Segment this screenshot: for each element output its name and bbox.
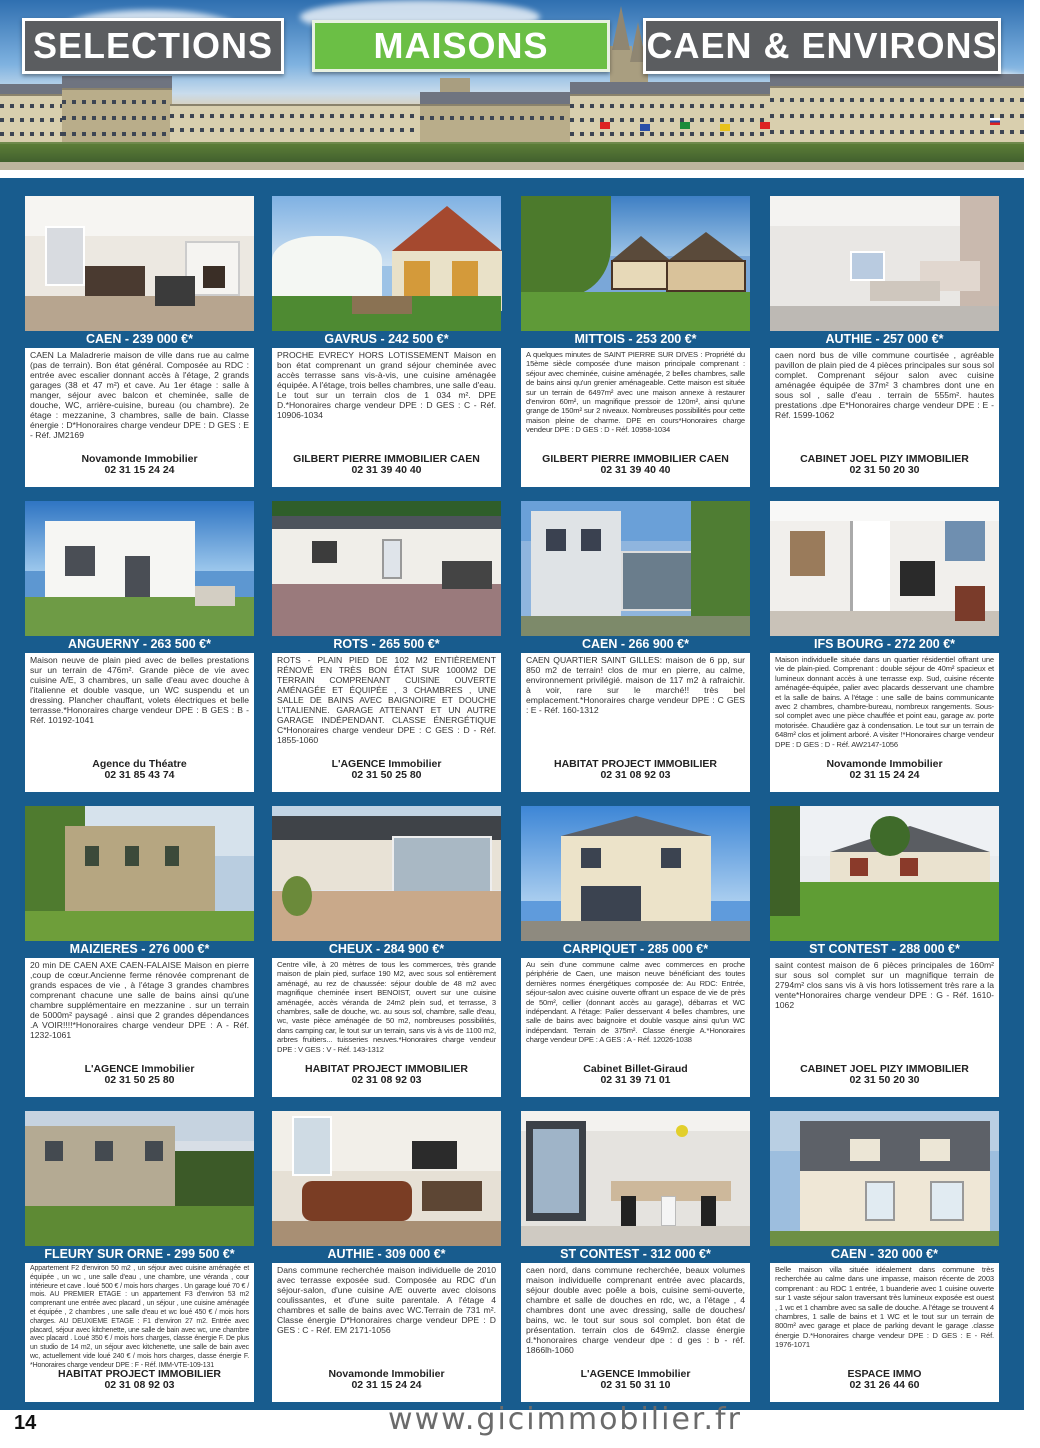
listing-agency (521, 1064, 750, 1086)
agency-name: ESPACE IMMO (847, 1368, 922, 1380)
agency-name: L'AGENCE Immobilier (331, 758, 442, 770)
listing-card[interactable] (272, 806, 501, 1097)
agency-name: Cabinet Billet-Giraud (583, 1063, 688, 1075)
agency-name: CABINET JOEL PIZY IMMOBILIER (800, 453, 969, 465)
listing-title: CAEN - 320 000 €* (770, 1246, 999, 1263)
listing-description: A quelques minutes de SAINT PIERRE SUR DIVES : Propriété du 15ème siècle composée d'une maison principale comprenant : séjour avec cheminée, cuisine aménagée, 2 belles chambres, salle de bains ainsi qu'un grenier aménageable. Cette maison est située sur un terrain de 6497m² avec une maison annexe à restaurer d'environ 60m², un magnifique pressoir de 120m², ainsi qu'une grange de 150m² sur 2 niveaux. Nombreuses possibilités pour cette maison pleine de charme. DPE en cours*Honoraires charge vendeur DPE : D GES : D - Réf. 10958-1034 (526, 350, 745, 435)
listing-title: CHEUX - 284 900 €* (272, 941, 501, 958)
listing-title: CAEN - 239 000 €* (25, 331, 254, 348)
agency-name: Novamonde Immobilier (826, 758, 943, 770)
listing-agency (521, 759, 750, 781)
modern-kitchen-photo (770, 196, 999, 331)
agency-phone: 02 31 26 44 60 (849, 1379, 920, 1391)
house-with-veranda-photo (272, 806, 501, 941)
agency-phone: 02 31 50 31 10 (600, 1379, 671, 1391)
header-maisons-label: MAISONS (312, 20, 610, 72)
listing-description: Centre ville, à 20 mètres de tous les commerces, très grande maison de plain pied, surface 190 M2, avec sous sol entièrement aménagé, au rez de chaussée: séjour double de 48 m2 avec magnifique cheminée insert BENOIST, ouvert sur une cuisine aménagée, accès véranda de 24m2 plein sud, et terrasse, 3 chambres, salle de douche, wc. au sous sol, chambre, salle d'eau, wc, vaste pièce aménagée de 50 m2, nombreuses possibilités, dans camping car, le tout sur un terrain, sans vis à vis de 1100 m2, arbres fruitiers... tuisseries neuves.*Honoraires charge vendeur DPE : V GES : V - Réf. 143-1312 (277, 960, 496, 1054)
agency-name: L'AGENCE Immobilier (84, 1063, 195, 1075)
listing-card[interactable] (770, 196, 999, 487)
listing-title: ST CONTEST - 312 000 €* (521, 1246, 750, 1263)
listings-area (0, 178, 1024, 1410)
listing-card[interactable] (25, 806, 254, 1097)
listing-agency (521, 1369, 750, 1391)
agency-phone: 02 31 50 25 80 (351, 769, 422, 781)
listing-agency (770, 759, 999, 781)
listing-title: CAEN - 266 900 €* (521, 636, 750, 653)
building (770, 86, 1024, 142)
listing-agency (25, 1064, 254, 1086)
villa-dormer-photo (770, 1111, 999, 1246)
listing-description: Appartement F2 d'environ 50 m2 , un séjour avec cuisine aménagée et équipée , un wc , une salle d'eau , une chambre, une véranda , cour intérieure et cave . loué 500 € / mois hors charges . Un garage loué 70 € / mois. AU PREMIER ETAGE : un appartement F3 d'environ 53 m2 comprenant une entrée avec placard , un séjour , une cuisine aménagée et équipée , 2 chambres , une salle d'eau et wc loué 450 € / mois hors charges. AU DEUXIEME ETAGE : F1 d'environ 27 m2. Entrée avec placard, séjour avec kitchenette, une salle de bain avec wc, une chambre avec placard . Loué 350 € / mois hors charges, classe énergie F. De plus un studio de 14 m2, un séjour avec kitchenette, une salle de bain avec wc, actuellement vide loué 240 € / mois hors charges, classe énergie F. *Honoraires charge vendeur DPE : F - Réf. IMM-VTE-109-131 (30, 1265, 249, 1369)
listing-agency (272, 1369, 501, 1391)
agency-phone: 02 31 08 92 03 (104, 1379, 175, 1391)
agency-phone: 02 31 39 40 40 (351, 464, 422, 476)
website-link[interactable]: www.gicimmobilier.fr (388, 1402, 742, 1437)
listing-description: Dans commune recherchée maison individuelle de 2010 avec terrasse exposée sud. Composée au RDC d'un séjour-salon, d'une cuisine A/E ouverte avec cloisons coulissantes, et d'une suite parentale. A l'étage 4 chambres et salle de bains avec WC.Terrain de 731 m². Classe énergie D*Honoraires charge vendeur DPE : D GES : C - Réf. EM 2171-1056 (277, 1265, 496, 1335)
stone-building-garden-photo (25, 1111, 254, 1246)
agency-phone: 02 31 39 71 01 (600, 1074, 671, 1086)
header-caen-environs-label: CAEN & ENVIRONS (643, 18, 1001, 74)
listing-title: ROTS - 265 500 €* (272, 636, 501, 653)
listing-card[interactable] (25, 501, 254, 792)
agency-name: HABITAT PROJECT IMMOBILIER (305, 1063, 468, 1075)
listing-card[interactable] (272, 1111, 501, 1402)
listing-title: CARPIQUET - 285 000 €* (521, 941, 750, 958)
abbey-spire (612, 6, 630, 50)
abbey-building (420, 104, 580, 142)
header-banner (0, 0, 1024, 170)
header-selections-label: SELECTIONS (22, 18, 284, 74)
building (570, 94, 780, 142)
listing-title: AUTHIE - 257 000 €* (770, 331, 999, 348)
listing-agency (272, 1064, 501, 1086)
listing-card[interactable] (272, 501, 501, 792)
listing-description: saint contest maison de 6 pièces principales de 160m² sur sous sol complet sur un magnifique terrain de 2794m² clos sans vis à vis hors lotissement très rare a la vente*Honoraires charge vendeur DPE : G - Réf. 1610-1062 (775, 960, 994, 1010)
listing-card[interactable] (521, 196, 750, 487)
building (170, 104, 430, 142)
listing-card[interactable] (272, 196, 501, 487)
listing-agency (770, 454, 999, 476)
flag (990, 118, 1000, 125)
agency-name: Novamonde Immobilier (81, 453, 198, 465)
listing-agency (25, 1369, 254, 1391)
listing-card[interactable] (770, 501, 999, 792)
interior-staircase-photo (770, 501, 999, 636)
listing-description: Maison individuelle située dans un quartier résidentiel offrant une vie de plain-pied. Comprenant : double séjour de 40m² spacieux et lumineux donnant accès à une terrasse exp. Sud, cuisine récente aménagée-équipée, palier avec placards desservant une chambre et la salle de bains. A l'étage : une salle de bains communicante avec 2 chambres, chambre-bureau, nombreux rangements. Sous-sol complet avec une pièce chauffée et point eau, garage av. porte motorisée. Chaudière gaz à condensation. Le tout sur un terrain de 648m² clos et joliment arboré. A visiter !*Honoraires charge vendeur DPE : D GES : D - Réf. AW2147-1056 (775, 655, 994, 749)
agency-phone: 02 31 50 25 80 (104, 1074, 175, 1086)
flag (720, 124, 730, 131)
agency-phone: 02 31 50 20 30 (849, 1074, 920, 1086)
dining-room-photo (521, 1111, 750, 1246)
listing-agency (272, 759, 501, 781)
listing-agency (770, 1064, 999, 1086)
agency-phone: 02 31 15 24 24 (104, 464, 175, 476)
half-timbered-house-photo (521, 196, 750, 331)
flag (600, 122, 610, 129)
listing-description: PROCHE EVRECY HORS LOTISSEMENT Maison en bon état comprenant un grand séjour cheminée avec accès terrasse sans vis-à-vis, une cuisine aménagée équipée. A l'étage, trois belles chambres, une salle d'eau. Le tout sur un terrain clos de 1 034 m². DPE D.*Honoraires charge vendeur DPE : D GES : C - Réf. 10906-1034 (277, 350, 496, 420)
single-storey-house-gravel-photo (272, 501, 501, 636)
agency-name: HABITAT PROJECT IMMOBILIER (554, 758, 717, 770)
listing-description: 20 min DE CAEN AXE CAEN-FALAISE Maison en pierre ,coup de cœur.Ancienne ferme rénovée comprenant de grands espaces de vie , à l'étage 3 grandes chambres comprenant chacune une salle de bains ainsi qu'une chambre supplémentaire en mezzanine . sur un terrain de 5000m² paysagé . ainsi que 2 grandes dépendances .A VOIR!!!!*Honoraires charge vendeur DPE : A - Réf. 1232-1061 (30, 960, 249, 1040)
listing-card[interactable] (521, 1111, 750, 1402)
agency-phone: 02 31 50 20 30 (849, 464, 920, 476)
listing-description: CAEN QUARTIER SAINT GILLES: maison de 6 pp, sur 850 m2 de terrain! clos de mur en pierre, au calme, environnement privilégié. maison de 117 m2 à rafraichir. à voir, rare sur le marché!! très bel emplacement.*Honoraires charge vendeur DPE : C GES : E - Réf. 160-1312 (526, 655, 745, 715)
listing-card[interactable] (25, 1111, 254, 1402)
listing-agency (521, 454, 750, 476)
page-number: 14 (14, 1412, 37, 1434)
agency-name: L'AGENCE Immobilier (580, 1368, 691, 1380)
agency-phone: 02 31 08 92 03 (351, 1074, 422, 1086)
listing-description: Maison neuve de plain pied avec de belles prestations sur un terrain de 476m². Grande pièce de vie avec cuisine A/E, 3 chambres, un salle d'eau avec douche à l'italienne et double vasque, un WC suspendu et un dressing. Plancher chauffant, volets électriques et belle terrasse.*Honoraires charge vendeur DPE : B GES : B - Réf. 10192-1041 (30, 655, 249, 725)
agency-phone: 02 31 15 24 24 (351, 1379, 422, 1391)
agency-phone: 02 31 85 43 74 (104, 769, 175, 781)
agency-phone: 02 31 39 40 40 (600, 464, 671, 476)
new-white-house-photo (25, 501, 254, 636)
listing-agency (25, 454, 254, 476)
flag (680, 122, 690, 129)
agency-name: GILBERT PIERRE IMMOBILIER CAEN (542, 453, 729, 465)
flag (760, 122, 770, 129)
listing-agency (770, 1369, 999, 1391)
listing-card[interactable] (770, 806, 999, 1097)
listing-description: Au sein d'une commune calme avec commerces en proche périphérie de Caen, une maison neuve bénéficiant des toutes dernières normes énergétiques composée de: Au RDC: Entrée, séjour-salon avec cuisine ouverte offrant un espace de vie de près de 50m², cellier (donnant accès au garage), débarras et WC indépendant. A l'étage: Palier desservant 4 belles chambres, une salle de bains avec baignoire et double vasque ainsi qu'un WC indépendant. Terrain de 375m². Classe énergie A.*Honoraires charge vendeur DPE : A GES : A - Réf. 12026-1038 (526, 960, 745, 1045)
agency-name: Agence du Théatre (92, 758, 187, 770)
stone-farmhouse-photo (25, 806, 254, 941)
listing-title: MAIZIERES - 276 000 €* (25, 941, 254, 958)
listing-title: ST CONTEST - 288 000 €* (770, 941, 999, 958)
listing-title: ANGUERNY - 263 500 €* (25, 636, 254, 653)
listing-card[interactable] (25, 196, 254, 487)
listing-title: MITTOIS - 253 200 €* (521, 331, 750, 348)
listing-description: CAEN La Maladrerie maison de ville dans rue au calme (pas de terrain). Bon état général. Composée au RDC : entrée avec escalier donnant accès à l'étage, 2 grands garages (38 et 47 m²) et cave. Au 1er étage : salle à manger, séjour avec balcon et cheminée, salle de douche, WC, arrière-cuisine, bureau (ou chambre). 2e étage : mezzanine, 3 chambres, salle de bain. Classe énergie : D*Honoraires charge vendeur DPE : D GES : E - Réf. JM2169 (30, 350, 249, 440)
flag (640, 124, 650, 131)
listing-description: caen nord, dans commune recherchée, beaux volumes maison individuelle comprenant entrée avec placards, séjour double avec poêle a bois, cuisine semi-ouverte, chambre et salle de douches en rdc, wc, a l'étage , 4 chambres dont une avec dressing, salle de douches/ bains, wc. le tout sur sous sol complet. bon état de présentation. terrain clos de 649m2. classe énergie d.*honoraires charge vendeur dpe : d ges : b - réf. 1866lh-1060 (526, 1265, 745, 1355)
listing-title: FLEURY SUR ORNE - 299 500 €* (25, 1246, 254, 1263)
agency-name: Novamonde Immobilier (328, 1368, 445, 1380)
cream-two-storey-house-photo (521, 806, 750, 941)
listing-agency (25, 759, 254, 781)
listing-agency (272, 454, 501, 476)
listing-title: AUTHIE - 309 000 €* (272, 1246, 501, 1263)
garden-path (0, 162, 1024, 170)
listing-title: IFS BOURG - 272 200 €* (770, 636, 999, 653)
house-large-lawn-photo (770, 806, 999, 941)
agency-phone: 02 31 08 92 03 (600, 769, 671, 781)
listing-description: Belle maison villa située idéalement dans commune très recherchée au calme dans une impasse, maison récente de 2003 comprenant : au RDC 1 entrée, 1 buanderie avec 1 cuisine ouverte sur 1 vaste séjour salon traversant très lumineux exposée est ouest , 1 wc et 1 chambre avec sa salle de douche. A l'étage se trouvent 4 chambres, 1 salle de bains et 1 WC et le tout sur un terrain de 800m² avec garage et place de parking devant le garage .classe énergie D.*Honoraires charge vendeur DPE : D GES : E - Réf. 1976-1071 (775, 1265, 994, 1350)
listing-card[interactable] (521, 806, 750, 1097)
listing-title: GAVRUS - 242 500 €* (272, 331, 501, 348)
listing-description: ROTS - PLAIN PIED DE 102 M2 ENTIÈREMENT RÉNOVÉ EN TRÈS BON ÉTAT SUR 1000M2 DE TERRAIN COMPRENANT CUISINE OUVERTE AMÉNAGÉE ET ÉQUIPÉE , 3 CHAMBRES , UNE SALLE DE BAINS AVEC BAIGNOIRE ET DOUCHE L'ITALIENNE. GARAGE ATTENANT ET UN AUTRE GARAGE INDÉPENDANT. CLASSE ÉNERGÉTIQUE C*Honoraires charge vendeur DPE : C GES : D - Réf. 1855-1060 (277, 655, 496, 745)
agency-name: HABITAT PROJECT IMMOBILIER (58, 1368, 221, 1380)
house-garden-terrace-photo (272, 196, 501, 331)
living-room-fireplace-photo (25, 196, 254, 331)
listing-card[interactable] (770, 1111, 999, 1402)
listing-description: caen nord bus de ville commune courtisée , agréable pavillon de plain pied de 4 pièces principales sur sous sol complet. Comprenant séjour salon avec cuisine aménagée équipée de 37m² 3 chambres dont une en sous sol , salle d'eau . terrain de 555m². hautes prestations .dpe E*Honoraires charge vendeur DPE : E - Réf. 1599-1062 (775, 350, 994, 420)
agency-name: GILBERT PIERRE IMMOBILIER CAEN (293, 453, 480, 465)
building (62, 88, 172, 142)
listing-card[interactable] (521, 501, 750, 792)
agency-name: CABINET JOEL PIZY IMMOBILIER (800, 1063, 969, 1075)
living-room-sofa-photo (272, 1111, 501, 1246)
agency-phone: 02 31 15 24 24 (849, 769, 920, 781)
town-house-veranda-photo (521, 501, 750, 636)
